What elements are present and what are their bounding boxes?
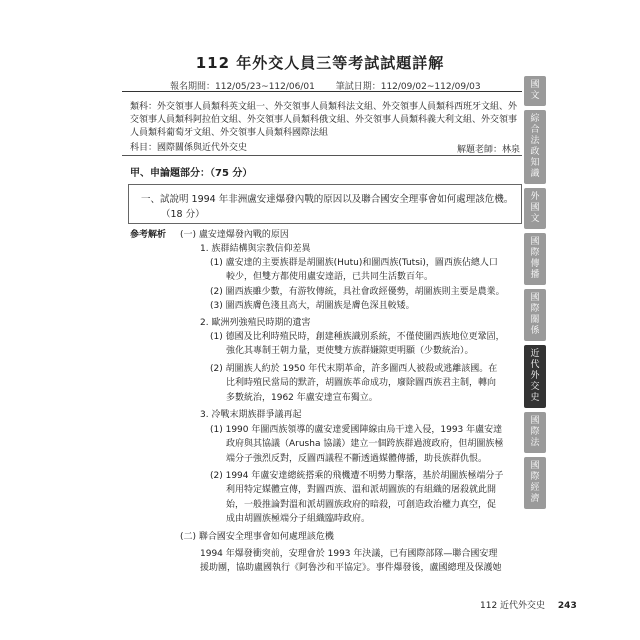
answer-line: 3. 冷戰末期族群爭議再起 xyxy=(200,410,302,420)
question-text: 一、試說明 1994 年非洲盧安達爆發內戰的原因以及聯合國安全理事會如何處理該危機。 xyxy=(141,194,514,205)
answer-line: 強化其專制王朝力量，更使雙方族群嫌隙更明顯（少數統治）。 xyxy=(226,346,474,356)
answer-line: (2) 圖西族雖少數，有游牧傳統，具社會政經優勢，胡圖族則主要是農業。 xyxy=(210,287,505,297)
answer-line: 始，一般推論對溫和派胡圖族政府的暗殺，可創造政治權力真空，促 xyxy=(226,500,497,510)
chapter-tab[interactable]: 近 代 外 交 史 xyxy=(524,345,546,408)
page-title: 112 年外交人員三等考試試題詳解 xyxy=(195,54,445,72)
section-heading: 甲、申論題部分：（75 分） xyxy=(130,168,253,179)
page-footer xyxy=(480,598,577,611)
answer-line: 利用特定媒體宣傳，對圖西族、溫和派胡圖族的有組織的屠殺就此開 xyxy=(226,485,497,495)
answer-line: 政府與其協議（Arusha 協議）建立一個跨族群過渡政府，但胡圖族極 xyxy=(226,439,504,449)
answer-line: (3) 圖西族膚色淺且高大，胡圖族是膚色深且較矮。 xyxy=(210,301,415,311)
answer-line: 成由胡圖族極端分子組織臨時政府。 xyxy=(226,514,371,524)
answer-line: (1) 盧安達的主要族群是胡圖族(Hutu)和圖西族(Tutsi)，圖西族佔總人口 xyxy=(210,258,498,268)
question-points: （18 分） xyxy=(161,209,205,220)
answer-line: 端分子強烈反對，反圖西議程不斷透過媒體傳播，助長族群仇恨。 xyxy=(226,454,488,464)
page-number: 243 xyxy=(557,601,577,611)
exam-date: 筆試日期：112/09/02~112/09/03 xyxy=(335,82,481,92)
meta-divider xyxy=(122,155,522,156)
question-box xyxy=(128,184,522,224)
answer-line: 較少，但雙方都使用盧安達語，已共同生活數百年。 xyxy=(226,272,434,282)
answer-line: 比利時殖民當局的默許，胡圖族革命成功，廢除圖西族君主制，轉向 xyxy=(226,378,497,388)
book-title: 112 近代外交史 xyxy=(480,601,546,611)
answer-label: 參考解析 xyxy=(130,230,167,240)
exam-subject: 科目：國際關係與近代外交史 xyxy=(130,143,248,153)
teacher-credit: 解題老師：林泉 xyxy=(456,145,520,155)
chapter-tab[interactable]: 國 際 法 xyxy=(524,412,546,453)
chapter-tab[interactable]: 外 國 文 xyxy=(524,188,546,229)
answer-line: (二) 聯合國安全理事會如何處理該危機 xyxy=(180,532,334,542)
answer-line: (1) 德國及比利時殖民時，創建種族識別系統，不僅使圖西族地位更鞏固， xyxy=(210,332,505,342)
answer-line: 援助團，協助盧國執行《阿魯沙和平協定》。事件爆發後，盧國總理及保護她 xyxy=(200,563,502,573)
chapter-tab[interactable]: 國 際 關 係 xyxy=(524,289,546,341)
answer-line: 1994 年爆發衝突前，安理會於 1993 年決議，已有國際部隊—聯合國安理 xyxy=(200,549,498,559)
chapter-tab[interactable]: 國 文 xyxy=(524,76,546,106)
chapter-tab[interactable]: 國 際 經 濟 xyxy=(524,457,546,509)
answer-line: (一) 盧安達爆發內戰的原因 xyxy=(180,230,289,240)
exam-categories: 類科：外交領事人員類科英文組一、外交領事人員類科法文組、外交領事人員類科西班牙文組、外交領事人員類科阿拉伯文組、外交領事人員類科俄文組、外交領事人員類科義大利文組、外交領事人員類科葡萄牙文組、外交領事人員類科國際法組 xyxy=(130,102,518,138)
chapter-tabs xyxy=(524,76,546,513)
answer-line: (2) 胡圖族人約於 1950 年代末期革命，許多圖西人被殺或逃離該國。在 xyxy=(210,364,498,374)
answer-line: 2. 歐洲列強殖民時期的遺害 xyxy=(200,318,311,328)
answer-line: 1. 族群結構與宗教信仰差異 xyxy=(200,244,311,254)
header-divider xyxy=(122,91,522,92)
registration-period: 報名期間：112/05/23~112/06/01 xyxy=(170,82,315,92)
answer-line: (2) 1994 年盧安達總統搭乘的飛機遭不明勢力擊落，基於胡圖族極端分子 xyxy=(210,471,504,481)
chapter-tab[interactable]: 綜 合 法 政 知 識 xyxy=(524,110,546,184)
answer-line: (1) 1990 年圖西族領導的盧安達愛國陣線由烏干達入侵，1993 年盧安達 xyxy=(210,425,503,435)
chapter-tab[interactable]: 國 際 傳 播 xyxy=(524,233,546,285)
answer-line: 多數統治，1962 年盧安達宣布獨立。 xyxy=(226,393,378,403)
